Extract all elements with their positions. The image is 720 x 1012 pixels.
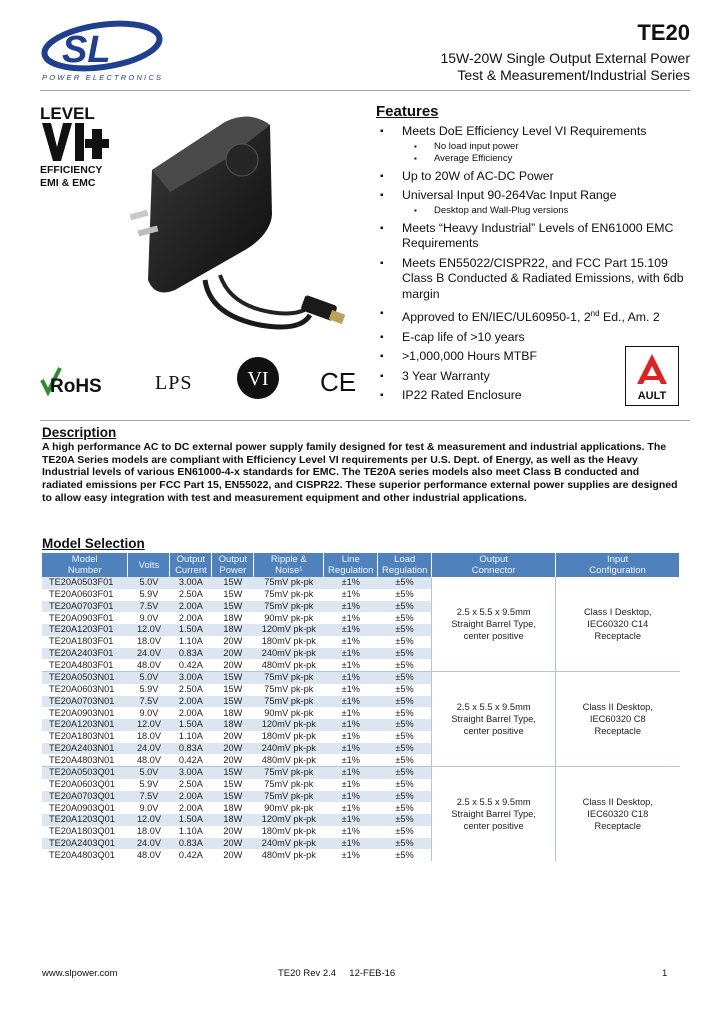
subtitle-line1: 15W-20W Single Output External Power — [440, 50, 690, 66]
table-cell: 75mV pk-pk — [254, 684, 324, 696]
input-configuration-cell: Class I Desktop, IEC60320 C14 Receptacle — [556, 577, 680, 672]
table-cell: 2.00A — [170, 707, 212, 719]
table-cell: 75mV pk-pk — [254, 696, 324, 708]
table-cell: ±5% — [378, 696, 432, 708]
table-cell: 9.0V — [128, 707, 170, 719]
table-cell: 1.10A — [170, 731, 212, 743]
table-cell: 18W — [212, 612, 254, 624]
subtitle-line2: Test & Measurement/Industrial Series — [457, 67, 690, 83]
table-cell: 18.0V — [128, 731, 170, 743]
table-cell: 18.0V — [128, 636, 170, 648]
table-cell: 15W — [212, 684, 254, 696]
table-cell: ±1% — [324, 636, 378, 648]
table-cell: 5.0V — [128, 767, 170, 779]
table-cell: ±5% — [378, 684, 432, 696]
table-cell: 75mV pk-pk — [254, 589, 324, 601]
brand-initials: SL — [62, 29, 111, 71]
feature-text: Meets “Heavy Industrial” Levels of EN61000 EMC Requirements — [402, 220, 674, 250]
table-cell: ±5% — [378, 743, 432, 755]
feature-item — [378, 306, 688, 326]
document-title: TE20 — [637, 20, 690, 45]
table-cell: ±1% — [324, 696, 378, 708]
table-cell: 180mV pk-pk — [254, 636, 324, 648]
rohs-text: RoHS — [50, 376, 102, 397]
table-cell: ±5% — [378, 659, 432, 671]
table-cell: 9.0V — [128, 612, 170, 624]
table-cell: 24.0V — [128, 838, 170, 850]
table-header-cell: Model Number — [42, 553, 128, 577]
table-cell: 20W — [212, 636, 254, 648]
feature-text: Meets EN55022/CISPR22, and FCC Part 15.109 Class B Conducted & Radiated Emissions, with 6db margin — [402, 255, 684, 301]
table-cell: 120mV pk-pk — [254, 719, 324, 731]
table-cell: 20W — [212, 849, 254, 861]
model-number-cell: TE20A1803N01 — [42, 731, 128, 743]
table-cell: 12.0V — [128, 814, 170, 826]
table-cell: 0.42A — [170, 659, 212, 671]
table-cell: 1.50A — [170, 624, 212, 636]
table-cell: 12.0V — [128, 719, 170, 731]
table-cell: 20W — [212, 659, 254, 671]
table-cell: 15W — [212, 672, 254, 684]
table-cell: 2.00A — [170, 601, 212, 613]
table-cell: ±5% — [378, 612, 432, 624]
table-cell: 15W — [212, 791, 254, 803]
feature-text: Meets DoE Efficiency Level VI Requirements — [402, 124, 647, 138]
table-cell: 7.5V — [128, 791, 170, 803]
output-connector-cell: 2.5 x 5.5 x 9.5mm Straight Barrel Type, center positive — [432, 767, 556, 862]
table-cell: 20W — [212, 826, 254, 838]
table-cell: 18W — [212, 624, 254, 636]
table-cell: ±1% — [324, 849, 378, 861]
table-cell: 20W — [212, 838, 254, 850]
table-cell: ±5% — [378, 802, 432, 814]
lps-logo: LPS — [155, 372, 193, 394]
model-number-cell: TE20A2403N01 — [42, 743, 128, 755]
table-header-cell: Output Current — [170, 553, 212, 577]
input-configuration-cell: Class II Desktop, IEC60320 C18 Receptacle — [556, 767, 680, 862]
feature-subitem: ▪ No load input power — [402, 141, 688, 153]
model-number-cell: TE20A2403Q01 — [42, 838, 128, 850]
model-number-cell: TE20A0703F01 — [42, 601, 128, 613]
table-cell: ±5% — [378, 719, 432, 731]
table-cell: 240mV pk-pk — [254, 743, 324, 755]
feature-text-pre: Approved to EN/IEC/UL60950-1, 2 — [402, 310, 591, 325]
model-number-cell: TE20A0903Q01 — [42, 802, 128, 814]
feature-text: E-cap life of >10 years — [402, 329, 525, 344]
section-divider — [40, 420, 690, 421]
table-cell: 18W — [212, 707, 254, 719]
model-number-cell: TE20A2403F01 — [42, 648, 128, 660]
model-number-cell: TE20A1803Q01 — [42, 826, 128, 838]
table-cell: 3.00A — [170, 767, 212, 779]
table-cell: 75mV pk-pk — [254, 672, 324, 684]
table-cell: 3.00A — [170, 672, 212, 684]
feature-item — [378, 256, 688, 303]
table-cell: ±1% — [324, 767, 378, 779]
table-cell: 48.0V — [128, 659, 170, 671]
ault-logo — [625, 346, 679, 406]
model-number-cell: TE20A0703Q01 — [42, 791, 128, 803]
level-vi-badge — [40, 103, 120, 193]
table-cell: 18W — [212, 814, 254, 826]
header-divider — [40, 90, 690, 91]
table-cell: ±1% — [324, 707, 378, 719]
model-selection-heading: Model Selection — [42, 536, 145, 551]
table-cell: 2.00A — [170, 696, 212, 708]
footer-revision: TE20 Rev 2.4 12-FEB-16 — [278, 968, 396, 979]
table-cell: ±5% — [378, 838, 432, 850]
badge-emi-text: EMI & EMC — [40, 177, 96, 189]
table-cell: 2.50A — [170, 684, 212, 696]
table-cell: 1.10A — [170, 636, 212, 648]
table-cell: 18W — [212, 719, 254, 731]
model-selection-table — [42, 553, 680, 861]
table-cell: 5.9V — [128, 779, 170, 791]
table-cell: 240mV pk-pk — [254, 648, 324, 660]
model-number-cell: TE20A0903N01 — [42, 707, 128, 719]
table-cell: 48.0V — [128, 754, 170, 766]
table-header-row — [42, 553, 680, 577]
table-header-cell: Load Regulation — [378, 553, 432, 577]
table-cell: 2.00A — [170, 791, 212, 803]
table-row — [42, 577, 680, 589]
table-cell: 18W — [212, 802, 254, 814]
model-number-cell: TE20A0903F01 — [42, 612, 128, 624]
table-cell: 0.83A — [170, 838, 212, 850]
table-cell: 0.83A — [170, 648, 212, 660]
badge-efficiency-text: EFFICIENCY — [40, 164, 103, 176]
table-cell: 12.0V — [128, 624, 170, 636]
model-number-cell: TE20A1203Q01 — [42, 814, 128, 826]
table-cell: ±1% — [324, 791, 378, 803]
table-cell: 5.9V — [128, 589, 170, 601]
model-number-cell: TE20A0703N01 — [42, 696, 128, 708]
table-cell: 24.0V — [128, 743, 170, 755]
table-cell: 90mV pk-pk — [254, 707, 324, 719]
table-header-cell: Line Regulation — [324, 553, 378, 577]
footer-page-number: 1 — [662, 968, 668, 979]
footer-website: www.slpower.com — [42, 968, 118, 979]
feature-text: Universal Input 90-264Vac Input Range — [402, 188, 617, 202]
table-cell: ±1% — [324, 648, 378, 660]
table-cell: 90mV pk-pk — [254, 802, 324, 814]
table-cell: ±1% — [324, 731, 378, 743]
feature-subitem: ▪ Average Efficiency — [402, 153, 688, 165]
feature-item — [378, 188, 688, 217]
table-cell: 480mV pk-pk — [254, 849, 324, 861]
ault-text: AULT — [637, 390, 667, 402]
table-cell: 1.50A — [170, 719, 212, 731]
table-row — [42, 672, 680, 684]
table-cell: 480mV pk-pk — [254, 659, 324, 671]
model-table-container — [42, 553, 680, 861]
power-adapter-image — [130, 100, 360, 345]
output-connector-cell: 2.5 x 5.5 x 9.5mm Straight Barrel Type, center positive — [432, 577, 556, 672]
table-cell: ±1% — [324, 826, 378, 838]
model-number-cell: TE20A0503F01 — [42, 577, 128, 589]
table-cell: ±5% — [378, 754, 432, 766]
description-heading: Description — [42, 425, 117, 440]
table-cell: 48.0V — [128, 849, 170, 861]
table-cell: 2.00A — [170, 612, 212, 624]
table-cell: 0.42A — [170, 754, 212, 766]
table-cell: 1.50A — [170, 814, 212, 826]
badge-level-text: LEVEL — [40, 104, 95, 123]
table-cell: ±1% — [324, 719, 378, 731]
description-text: A high performance AC to DC external power supply family designed for test & measurement and industrial applications. The TE20A Series models are compliant with Efficiency Level VI requirements per U.S. Dept. of Energy, as well as the Heavy Industrial levels of various EN61000-4-x standards for EMC. The TE20A series models also meet Class B conducted and radiated emissions per FCC Part 15, EN55022, and CISPR22. These superior performance external power supplies are designed to allow easy integration with test and measurement equipment and other industrial applications. — [42, 441, 678, 504]
model-number-cell: TE20A1203N01 — [42, 719, 128, 731]
table-cell: 0.42A — [170, 849, 212, 861]
table-cell: ±5% — [378, 577, 432, 589]
feature-text: IP22 Rated Enclosure — [402, 388, 522, 403]
table-cell: ±5% — [378, 601, 432, 613]
table-cell: 15W — [212, 577, 254, 589]
table-cell: ±1% — [324, 589, 378, 601]
model-number-cell: TE20A0603Q01 — [42, 779, 128, 791]
table-cell: 75mV pk-pk — [254, 779, 324, 791]
table-cell: 5.9V — [128, 684, 170, 696]
rohs-logo — [40, 362, 110, 398]
feature-item — [378, 330, 688, 346]
table-row — [42, 767, 680, 779]
table-cell: ±5% — [378, 648, 432, 660]
vi-logo — [236, 356, 280, 400]
table-cell: ±5% — [378, 707, 432, 719]
table-cell: 1.10A — [170, 826, 212, 838]
table-cell: 120mV pk-pk — [254, 814, 324, 826]
table-cell: 5.0V — [128, 672, 170, 684]
table-cell: 7.5V — [128, 696, 170, 708]
features-heading: Features — [376, 103, 439, 120]
table-cell: ±1% — [324, 624, 378, 636]
table-cell: 15W — [212, 601, 254, 613]
table-cell: ±5% — [378, 624, 432, 636]
model-number-cell: TE20A0503Q01 — [42, 767, 128, 779]
table-cell: 2.00A — [170, 802, 212, 814]
table-cell: 75mV pk-pk — [254, 601, 324, 613]
input-configuration-cell: Class II Desktop, IEC60320 C8 Receptacle — [556, 672, 680, 767]
table-cell: ±1% — [324, 754, 378, 766]
table-cell: 15W — [212, 779, 254, 791]
table-cell: ±5% — [378, 826, 432, 838]
feature-sublist — [402, 141, 688, 165]
table-cell: ±1% — [324, 601, 378, 613]
feature-text: Up to 20W of AC-DC Power — [402, 168, 554, 183]
table-cell: ±1% — [324, 802, 378, 814]
table-cell: 0.83A — [170, 743, 212, 755]
table-cell: ±5% — [378, 791, 432, 803]
feature-subitem: ▪ Desktop and Wall-Plug versions — [402, 205, 688, 217]
table-cell: ±5% — [378, 731, 432, 743]
table-cell: 20W — [212, 754, 254, 766]
model-number-cell: TE20A0603F01 — [42, 589, 128, 601]
table-cell: 20W — [212, 731, 254, 743]
table-cell: 75mV pk-pk — [254, 767, 324, 779]
table-cell: 2.50A — [170, 779, 212, 791]
table-cell: ±5% — [378, 636, 432, 648]
table-cell: ±5% — [378, 814, 432, 826]
table-cell: ±1% — [324, 577, 378, 589]
feature-item — [378, 169, 688, 185]
brand-tagline: POWER ELECTRONICS — [42, 73, 164, 82]
table-cell: 20W — [212, 648, 254, 660]
table-cell: 480mV pk-pk — [254, 754, 324, 766]
table-cell: ±1% — [324, 814, 378, 826]
table-header-cell: Output Connector — [432, 553, 556, 577]
table-cell: 15W — [212, 767, 254, 779]
table-cell: 240mV pk-pk — [254, 838, 324, 850]
model-number-cell: TE20A4803N01 — [42, 754, 128, 766]
table-cell: ±5% — [378, 672, 432, 684]
ce-mark-logo — [320, 368, 356, 394]
feature-text: >1,000,000 Hours MTBF — [402, 349, 537, 364]
table-cell: 2.50A — [170, 589, 212, 601]
table-cell: ±5% — [378, 849, 432, 861]
table-cell: ±5% — [378, 767, 432, 779]
table-cell: 5.0V — [128, 577, 170, 589]
feature-text: 3 Year Warranty — [402, 368, 490, 383]
table-cell: 18.0V — [128, 826, 170, 838]
table-cell: ±1% — [324, 672, 378, 684]
table-cell: 75mV pk-pk — [254, 791, 324, 803]
table-cell: 9.0V — [128, 802, 170, 814]
table-cell: 120mV pk-pk — [254, 624, 324, 636]
sl-power-logo — [40, 20, 200, 86]
table-cell: 20W — [212, 743, 254, 755]
table-cell: 75mV pk-pk — [254, 577, 324, 589]
feature-text — [402, 310, 660, 324]
table-cell: 15W — [212, 589, 254, 601]
table-cell: ±1% — [324, 743, 378, 755]
feature-sublist — [402, 205, 688, 217]
model-number-cell: TE20A1803F01 — [42, 636, 128, 648]
table-cell: 3.00A — [170, 577, 212, 589]
table-body — [42, 577, 680, 861]
model-number-cell: TE20A0603N01 — [42, 684, 128, 696]
table-cell: 180mV pk-pk — [254, 826, 324, 838]
table-cell: ±5% — [378, 589, 432, 601]
table-cell: ±1% — [324, 838, 378, 850]
model-number-cell: TE20A0503N01 — [42, 672, 128, 684]
feature-item — [378, 221, 688, 252]
model-number-cell: TE20A4803F01 — [42, 659, 128, 671]
table-cell: ±1% — [324, 612, 378, 624]
model-number-cell: TE20A1203F01 — [42, 624, 128, 636]
table-header-cell: Ripple & Noise¹ — [254, 553, 324, 577]
ce-text: CE — [320, 368, 356, 394]
table-cell: ±1% — [324, 684, 378, 696]
table-header-cell: Volts — [128, 553, 170, 577]
table-cell: 180mV pk-pk — [254, 731, 324, 743]
model-number-cell: TE20A4803Q01 — [42, 849, 128, 861]
vi-text: VI — [247, 368, 269, 390]
table-cell: ±5% — [378, 779, 432, 791]
table-cell: ±1% — [324, 779, 378, 791]
table-cell: ±1% — [324, 659, 378, 671]
table-header-cell: Input Configuration — [556, 553, 680, 577]
feature-text-sup: nd — [590, 309, 600, 318]
table-cell: 24.0V — [128, 648, 170, 660]
feature-text-post: Ed., Am. 2 — [599, 310, 660, 325]
table-cell: 15W — [212, 696, 254, 708]
table-header-cell: Output Power — [212, 553, 254, 577]
feature-item — [378, 124, 688, 165]
output-connector-cell: 2.5 x 5.5 x 9.5mm Straight Barrel Type, center positive — [432, 672, 556, 767]
table-cell: 7.5V — [128, 601, 170, 613]
table-cell: 90mV pk-pk — [254, 612, 324, 624]
